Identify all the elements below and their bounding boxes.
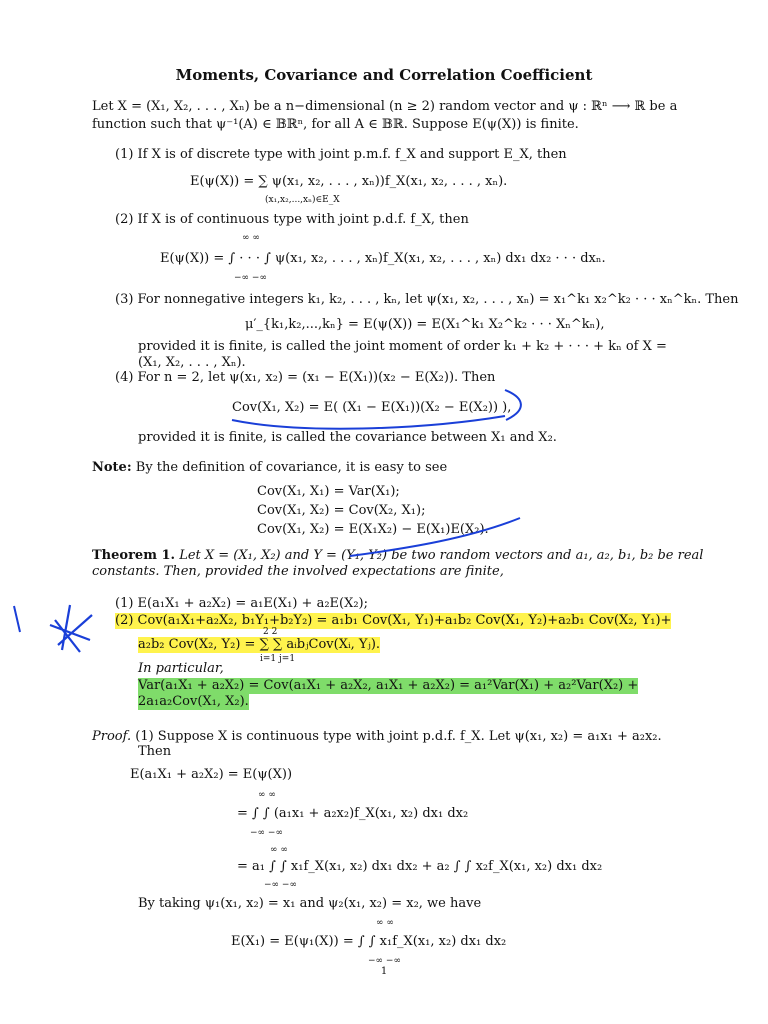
item-4-formula: Cov(X₁, X₂) = E( (X₁ − E(X₁))(X₂ − E(X₂)) ), (232, 400, 512, 415)
proof-eq-2-upper: ∞ ∞ (258, 790, 276, 800)
page-title: Moments, Covariance and Correlation Coefficient (175, 66, 593, 84)
item-3-cont-2: (X₁, X₂, . . . , Xₙ). (138, 355, 246, 370)
theorem-line-1 (92, 548, 703, 564)
theorem-item-3b: 2a₁a₂Cov(X₁, X₂). (138, 694, 249, 709)
theorem-in-particular: In particular, (138, 661, 224, 676)
intro-line-2: function such that ψ⁻¹(A) ∈ 𝔹ℝⁿ, for all A ∈ 𝔹ℝ. Suppose E(ψ(X)) is finite. (92, 117, 579, 132)
item-1-formula: E(ψ(X)) = ∑ ψ(x₁, x₂, . . . , xₙ))f_X(x₁, x₂, . . . , xₙ). (190, 174, 508, 189)
note-eq-3: Cov(X₁, X₂) = E(X₁X₂) − E(X₁)E(X₂). (257, 522, 489, 537)
note-eq-2: Cov(X₁, X₂) = Cov(X₂, X₁); (257, 503, 426, 518)
proof-label: Proof. (92, 729, 132, 744)
theorem-sum-bottom: i=1 j=1 (260, 654, 296, 664)
theorem-item-2a: (2) Cov(a₁X₁+a₂X₂, b₁Y₁+b₂Y₂) = a₁b₁ Cov(X₁, Y₁)+a₁b₂ Cov(X₁, Y₂)+a₂b₁ Cov(X₂, Y₁)+ (115, 613, 672, 628)
ink-mark-stroke (14, 606, 20, 632)
ink-star-icon (50, 605, 92, 652)
item-1-sum-index: (x₁,x₂,...,xₙ)∈E_X (265, 195, 340, 205)
theorem-text-1: Let X = (X₁, X₂) and Y = (Y₁, Y₂) be two random vectors and a₁, a₂, b₁, b₂ be real (179, 548, 704, 563)
theorem-line-2: constants. Then, provided the involved expectations are finite, (92, 564, 504, 579)
proof-eq-1: E(a₁X₁ + a₂X₂) = E(ψ(X)) (130, 767, 293, 782)
proof-line-2: Then (138, 744, 172, 759)
proof-eq-4-upper: ∞ ∞ (376, 918, 394, 928)
proof-eq-4-lower: −∞ −∞ (368, 956, 401, 966)
item-3-formula: μ′_{k₁,k₂,...,kₙ} = E(ψ(X)) = E(X₁^k₁ X₂^k₂ · · · Xₙ^kₙ), (245, 317, 605, 332)
theorem-item-2b: a₂b₂ Cov(X₂, Y₂) = ∑ ∑ aᵢbⱼCov(Xᵢ, Yⱼ). (138, 637, 381, 652)
theorem-item-1: (1) E(a₁X₁ + a₂X₂) = a₁E(X₁) + a₂E(X₂); (115, 596, 369, 611)
intro-line-1: Let X = (X₁, X₂, . . . , Xₙ) be a n−dimensional (n ≥ 2) random vector and ψ : ℝⁿ ⟶ ℝ be a (92, 99, 678, 114)
proof-line-1 (92, 729, 662, 745)
note-text: By the definition of covariance, it is easy to see (135, 460, 448, 475)
note-line (92, 460, 447, 476)
proof-eq-3-lower: −∞ −∞ (264, 880, 297, 890)
item-2-upper-limits: ∞ ∞ (242, 233, 260, 243)
proof-taking: By taking ψ₁(x₁, x₂) = x₁ and ψ₂(x₁, x₂) = x₂, we have (138, 896, 482, 911)
item-2-lower-limits: −∞ −∞ (234, 273, 267, 283)
proof-eq-2-lower: −∞ −∞ (250, 828, 283, 838)
ink-underline-covariance (232, 416, 505, 429)
item-3-text: (3) For nonnegative integers k₁, k₂, . . . , kₙ, let ψ(x₁, x₂, . . . , xₙ) = x₁^k₁ x₂^k₂ · · · xₙ^kₙ. Then (115, 292, 739, 307)
item-4-cont: provided it is finite, is called the covariance between X₁ and X₂. (138, 430, 557, 445)
proof-eq-3-upper: ∞ ∞ (270, 845, 288, 855)
theorem-sum-top: 2 2 (263, 627, 278, 637)
note-eq-1: Cov(X₁, X₁) = Var(X₁); (257, 484, 400, 499)
proof-text-1: (1) Suppose X is continuous type with joint p.d.f. f_X. Let ψ(x₁, x₂) = a₁x₁ + a₂x₂. (135, 729, 662, 744)
item-2-text: (2) If X is of continuous type with joint p.d.f. f_X, then (115, 212, 469, 227)
item-4-text: (4) For n = 2, let ψ(x₁, x₂) = (x₁ − E(X₁))(x₂ − E(X₂)). Then (115, 370, 496, 385)
theorem-label: Theorem 1. (92, 548, 176, 563)
proof-eq-3: = a₁ ∫ ∫ x₁f_X(x₁, x₂) dx₁ dx₂ + a₂ ∫ ∫ x₂f_X(x₁, x₂) dx₁ dx₂ (237, 859, 603, 874)
item-3-cont-1: provided it is finite, is called the joint moment of order k₁ + k₂ + · · · + kₙ of X = (138, 339, 667, 354)
page-number: 1 (380, 966, 388, 977)
note-label: Note: (92, 460, 132, 475)
item-2-formula: E(ψ(X)) = ∫ · · · ∫ ψ(x₁, x₂, . . . , xₙ)f_X(x₁, x₂, . . . , xₙ) dx₁ dx₂ · · · dxₙ. (160, 251, 606, 266)
proof-eq-4: E(X₁) = E(ψ₁(X)) = ∫ ∫ x₁f_X(x₁, x₂) dx₁ dx₂ (231, 934, 507, 949)
theorem-item-3a: Var(a₁X₁ + a₂X₂) = Cov(a₁X₁ + a₂X₂, a₁X₁ + a₂X₂) = a₁²Var(X₁) + a₂²Var(X₂) + (138, 678, 639, 693)
proof-eq-2: = ∫ ∫ (a₁x₁ + a₂x₂)f_X(x₁, x₂) dx₁ dx₂ (237, 806, 469, 821)
item-1-text: (1) If X is of discrete type with joint p.m.f. f_X and support E_X, then (115, 147, 567, 162)
